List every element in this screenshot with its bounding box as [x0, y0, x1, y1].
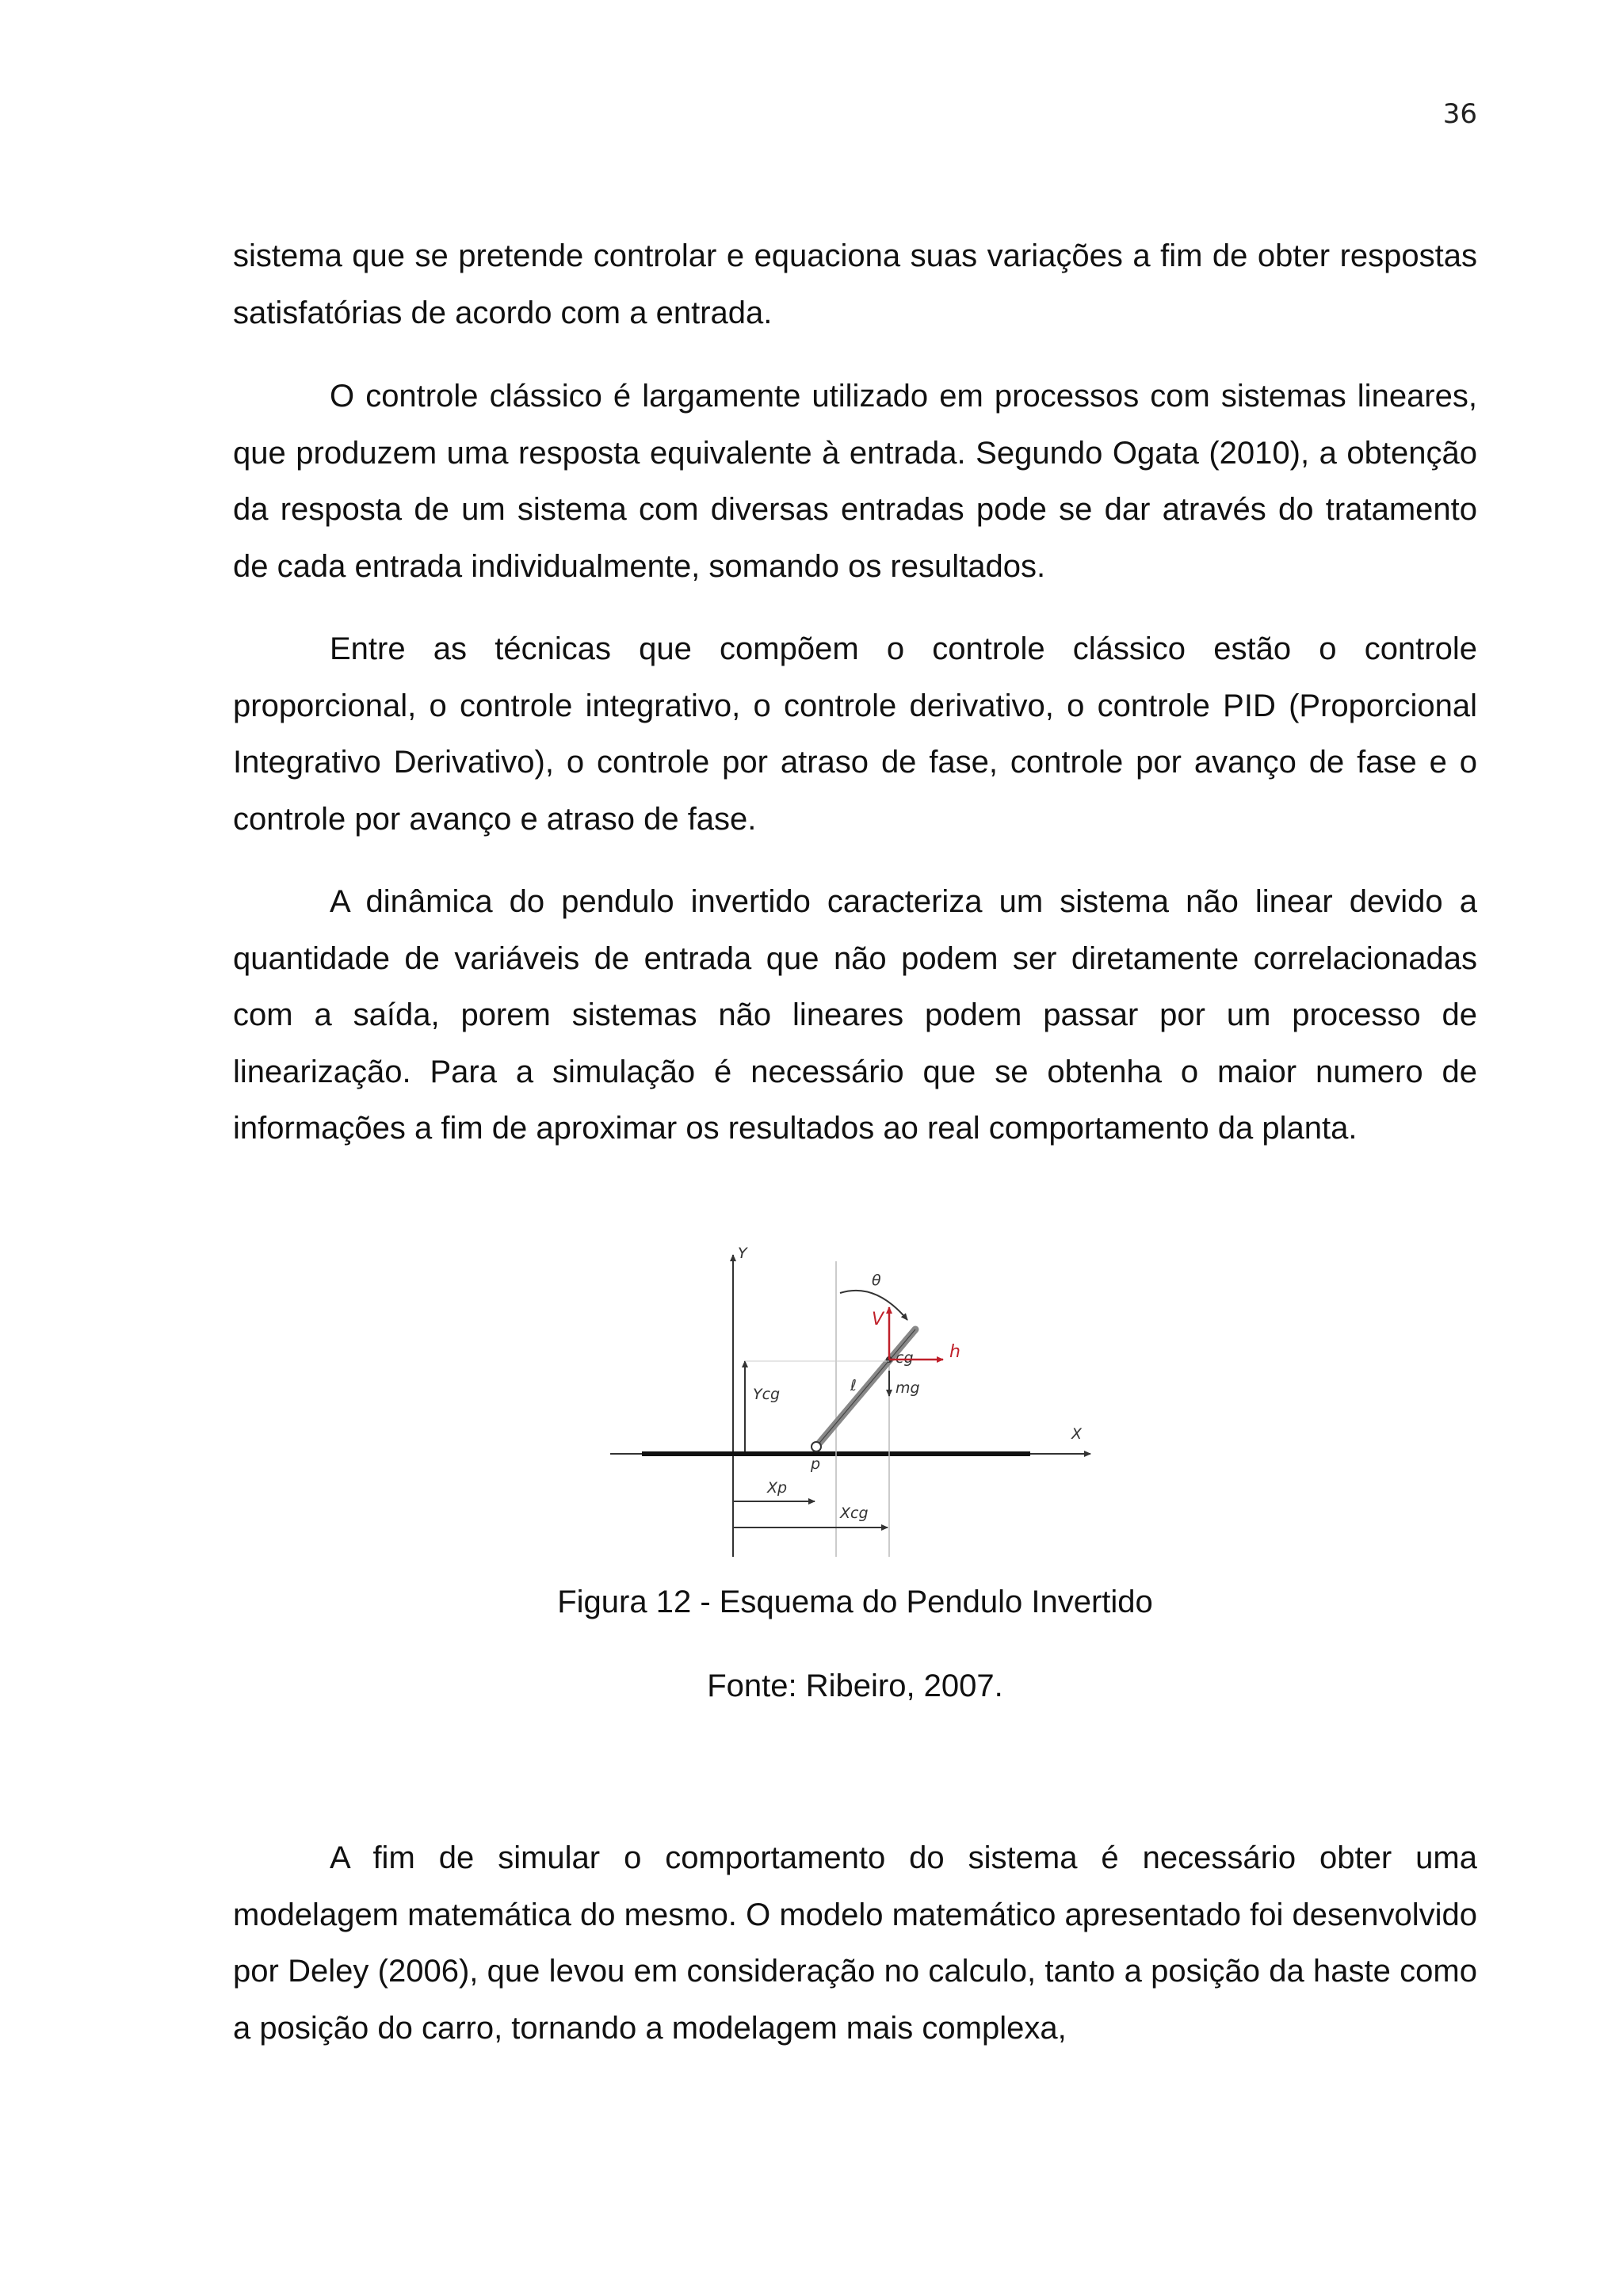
xp-label: Xp — [767, 1479, 788, 1497]
x-axis-label: X — [1071, 1425, 1083, 1443]
h-force-label: h — [949, 1342, 960, 1362]
mg-label: mg — [896, 1379, 920, 1397]
theta-label: θ — [872, 1272, 881, 1289]
page-number: 36 — [1442, 98, 1477, 130]
paragraph-classic-control: O controle clássico é largamente utilizado em processos com sistemas lineares, que produzem uma resposta equivalente à entrada. Segundo Ogata (2010), a obtenção da resposta de um sistema com diversas entradas pode se dar através do tratamento de cada entrada individualmente, somando os resultados. — [233, 379, 1477, 584]
pivot-label: p — [811, 1455, 821, 1473]
inverted-pendulum-figure — [602, 1244, 1109, 1561]
y-axis-label: Y — [738, 1245, 747, 1262]
pendulum-diagram — [602, 1244, 1109, 1561]
paragraph-inverted-pendulum: A dinâmica do pendulo invertido caracteriza um sistema não linear devido a quantidade de variáveis de entrada que não podem ser diretamente correlacionadas com a saída, porem sistemas não lineares podem passar por um processo de linearização. Para a simulação é necessário que se obtenha o maior numero de informações a fim de aproximar os resultados ao real comportamento da planta. — [233, 884, 1477, 1146]
ycg-label: Ycg — [753, 1386, 781, 1403]
rod-length-label: ℓ — [850, 1377, 857, 1394]
pivot — [812, 1442, 821, 1451]
paragraph-modeling: A fim de simular o comportamento do sistema é necessário obter uma modelagem matemática do mesmo. O modelo matemático apresentado foi desenvolvido por Deley (2006), que levou em consideração no calculo, tanto a posição da haste como a posição do carro, tornando a modelagem mais complexa, — [233, 1840, 1477, 2046]
v-force-label: V — [872, 1310, 884, 1329]
figure-caption: Figura 12 - Esquema do Pendulo Invertido — [557, 1585, 1153, 1619]
figure-source: Fonte: Ribeiro, 2007. — [707, 1669, 1003, 1703]
paragraph-techniques: Entre as técnicas que compõem o controle clássico estão o controle proporcional, o controle integrativo, o controle derivativo, o controle PID (Proporcional Integrativo Derivativo), o controle por atraso de fase, controle por avanço de fase e o controle por avanço e atraso de fase. — [233, 631, 1477, 837]
cg-label: cg — [896, 1349, 914, 1367]
xcg-label: Xcg — [840, 1505, 869, 1522]
paragraph-continuation: sistema que se pretende controlar e equaciona suas variações a fim de obter respostas satisfatórias de acordo com a entrada. — [233, 238, 1477, 330]
